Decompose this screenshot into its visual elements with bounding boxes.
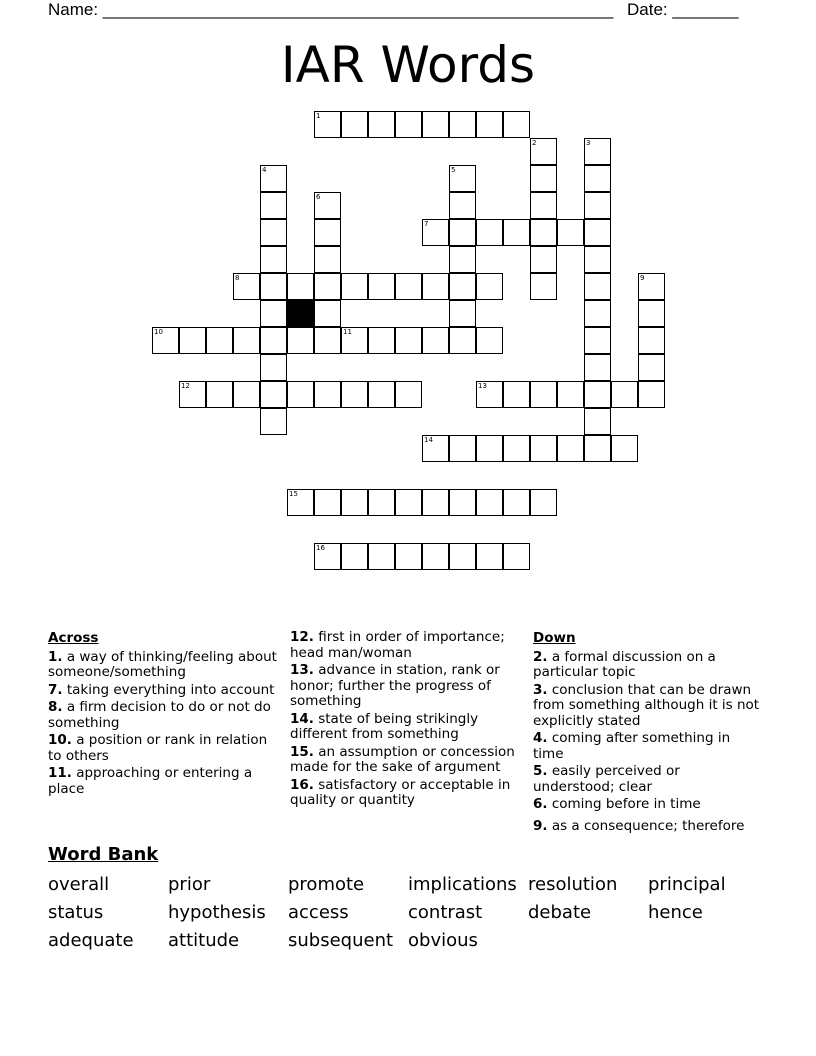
word-bank-item: overall xyxy=(48,874,110,895)
clue-number-16: 16 xyxy=(316,544,325,552)
clue-down-5: 5. easily perceived or understood; clear xyxy=(533,763,680,795)
clue-across-13: 13. advance in station, rank or honor; further the progress of something xyxy=(290,662,500,709)
grid-cell[interactable] xyxy=(557,435,584,462)
grid-cell[interactable] xyxy=(260,408,287,435)
grid-cell[interactable] xyxy=(422,219,449,246)
grid-cell[interactable] xyxy=(368,273,395,300)
word-bank-item: prior xyxy=(168,874,211,895)
clue-number-15: 15 xyxy=(289,490,298,498)
grid-cell[interactable] xyxy=(503,435,530,462)
grid-cell[interactable] xyxy=(503,543,530,570)
grid-cell[interactable] xyxy=(395,381,422,408)
grid-cell[interactable] xyxy=(584,273,611,300)
grid-cell[interactable] xyxy=(449,219,476,246)
grid-cell[interactable] xyxy=(422,111,449,138)
grid-cell[interactable] xyxy=(503,381,530,408)
grid-cell[interactable] xyxy=(584,381,611,408)
grid-cell[interactable] xyxy=(314,300,341,327)
word-bank-item: contrast xyxy=(408,902,483,923)
clue-number-3: 3 xyxy=(586,139,591,147)
grid-cell[interactable] xyxy=(314,543,341,570)
grid-cell[interactable] xyxy=(422,273,449,300)
grid-cell[interactable] xyxy=(233,381,260,408)
grid-cell[interactable] xyxy=(449,192,476,219)
grid-cell[interactable] xyxy=(368,543,395,570)
grid-cell[interactable] xyxy=(260,327,287,354)
word-bank-item: principal xyxy=(648,874,726,895)
grid-cell[interactable] xyxy=(287,273,314,300)
word-bank-title: Word Bank xyxy=(48,844,159,865)
grid-cell[interactable] xyxy=(503,111,530,138)
grid-cell[interactable] xyxy=(341,327,368,354)
grid-cell[interactable] xyxy=(260,165,287,192)
name-field-label: Name: ______________________________________________________ xyxy=(48,0,614,19)
grid-cell[interactable] xyxy=(638,354,665,381)
grid-cell[interactable] xyxy=(638,273,665,300)
grid-cell[interactable] xyxy=(638,327,665,354)
grid-cell[interactable] xyxy=(341,543,368,570)
clue-across-10: 10. a position or rank in relation to others xyxy=(48,732,268,764)
word-bank-item: attitude xyxy=(168,930,240,951)
grid-cell[interactable] xyxy=(476,327,503,354)
clue-number-6: 6 xyxy=(316,193,321,201)
grid-cell[interactable] xyxy=(179,381,206,408)
grid-cell[interactable] xyxy=(449,489,476,516)
grid-cell[interactable] xyxy=(584,435,611,462)
grid-cell[interactable] xyxy=(476,489,503,516)
grid-cell[interactable] xyxy=(260,219,287,246)
grid-cell[interactable] xyxy=(530,489,557,516)
word-bank-item: status xyxy=(48,902,104,923)
word-bank-item: hypothesis xyxy=(168,902,266,923)
grid-cell[interactable] xyxy=(476,435,503,462)
grid-cell[interactable] xyxy=(314,489,341,516)
clue-across-11: 11. approaching or entering a place xyxy=(48,765,253,797)
grid-cell[interactable] xyxy=(314,111,341,138)
grid-cell[interactable] xyxy=(584,300,611,327)
clue-number-12: 12 xyxy=(181,382,190,390)
clue-number-10: 10 xyxy=(154,328,163,336)
grid-cell[interactable] xyxy=(584,246,611,273)
grid-cell[interactable] xyxy=(584,219,611,246)
word-bank-item: implications xyxy=(408,874,517,895)
grid-cell[interactable] xyxy=(179,327,206,354)
grid-cell[interactable] xyxy=(260,192,287,219)
grid-cell[interactable] xyxy=(422,327,449,354)
grid-cell[interactable] xyxy=(314,381,341,408)
grid-cell[interactable] xyxy=(314,327,341,354)
grid-cell[interactable] xyxy=(476,273,503,300)
clue-number-5: 5 xyxy=(451,166,456,174)
page-title: IAR Words xyxy=(280,36,536,94)
clue-down-2: 2. a formal discussion on a particular topic xyxy=(533,648,716,680)
grid-cell[interactable] xyxy=(530,381,557,408)
across-clues-column-continued xyxy=(290,630,524,811)
grid-cell[interactable] xyxy=(368,381,395,408)
clue-across-7: 7. taking everything into account xyxy=(48,681,275,698)
grid-cell[interactable] xyxy=(530,246,557,273)
clue-down-9: 9. as a consequence; therefore xyxy=(533,817,745,834)
grid-cell[interactable] xyxy=(395,273,422,300)
grid-cell[interactable] xyxy=(530,138,557,165)
clue-down-6: 6. coming before in time xyxy=(533,796,701,812)
grid-cell[interactable] xyxy=(341,273,368,300)
black-square xyxy=(287,300,314,327)
grid-cell[interactable] xyxy=(449,111,476,138)
grid-cell[interactable] xyxy=(314,192,341,219)
grid-cell[interactable] xyxy=(422,543,449,570)
grid-cell[interactable] xyxy=(449,435,476,462)
grid-cell[interactable] xyxy=(395,327,422,354)
clue-number-8: 8 xyxy=(235,274,240,282)
clue-number-9: 9 xyxy=(640,274,645,282)
clue-number-1: 1 xyxy=(316,112,321,120)
grid-cell[interactable] xyxy=(476,219,503,246)
grid-cell[interactable] xyxy=(233,273,260,300)
grid-cell[interactable] xyxy=(557,381,584,408)
clue-number-4: 4 xyxy=(262,166,267,174)
grid-cell[interactable] xyxy=(476,543,503,570)
grid-cell[interactable] xyxy=(314,273,341,300)
clue-number-7: 7 xyxy=(424,220,429,228)
grid-cell[interactable] xyxy=(341,381,368,408)
grid-cell[interactable] xyxy=(368,489,395,516)
clue-across-1: 1. a way of thinking/feeling about someone/something xyxy=(48,648,277,680)
grid-cell[interactable] xyxy=(530,219,557,246)
grid-cell[interactable] xyxy=(287,489,314,516)
down-heading: Down xyxy=(533,630,576,646)
grid-cell[interactable] xyxy=(395,543,422,570)
grid-cell[interactable] xyxy=(584,408,611,435)
clue-down-3: 3. conclusion that can be drawn from something although it is not explicitly stated xyxy=(533,681,760,729)
grid-cell[interactable] xyxy=(584,192,611,219)
grid-cell[interactable] xyxy=(233,327,260,354)
grid-cell[interactable] xyxy=(422,489,449,516)
word-bank-item: hence xyxy=(648,902,703,923)
grid-cell[interactable] xyxy=(449,246,476,273)
date-field-label: Date: _______ xyxy=(627,0,739,19)
clue-number-2: 2 xyxy=(532,139,537,147)
grid-cell[interactable] xyxy=(476,381,503,408)
grid-cell[interactable] xyxy=(449,300,476,327)
word-bank-item: promote xyxy=(288,874,365,895)
across-heading: Across xyxy=(48,630,99,646)
grid-cell[interactable] xyxy=(584,138,611,165)
word-bank-item: resolution xyxy=(528,874,618,895)
clue-number-13: 13 xyxy=(478,382,487,390)
grid-cell[interactable] xyxy=(341,111,368,138)
grid-cell[interactable] xyxy=(260,300,287,327)
grid-cell[interactable] xyxy=(584,165,611,192)
grid-cell[interactable] xyxy=(584,354,611,381)
word-bank-item: subsequent xyxy=(288,930,394,951)
grid-cell[interactable] xyxy=(368,111,395,138)
grid-cell[interactable] xyxy=(341,489,368,516)
clue-across-12: 12. first in order of importance; head man/woman xyxy=(290,629,505,661)
word-bank-item: access xyxy=(288,902,349,923)
clue-across-15: 15. an assumption or concession made for the sake of argument xyxy=(290,743,515,775)
grid-cell[interactable] xyxy=(449,273,476,300)
grid-cell[interactable] xyxy=(530,165,557,192)
grid-cell[interactable] xyxy=(260,246,287,273)
clue-number-11: 11 xyxy=(343,328,352,336)
clue-number-14: 14 xyxy=(424,436,433,444)
grid-cell[interactable] xyxy=(557,219,584,246)
clue-across-16: 16. satisfactory or acceptable in quality or quantity xyxy=(290,776,511,808)
grid-cell[interactable] xyxy=(503,219,530,246)
grid-cell[interactable] xyxy=(206,327,233,354)
clue-across-8: 8. a firm decision to do or not do something xyxy=(48,699,271,731)
grid-cell[interactable] xyxy=(314,246,341,273)
grid-cell[interactable] xyxy=(287,327,314,354)
grid-cell[interactable] xyxy=(314,219,341,246)
grid-cell[interactable] xyxy=(530,435,557,462)
word-bank-item: obvious xyxy=(408,930,478,951)
grid-cell[interactable] xyxy=(638,300,665,327)
grid-cell[interactable] xyxy=(260,381,287,408)
grid-cell[interactable] xyxy=(260,273,287,300)
grid-cell[interactable] xyxy=(584,327,611,354)
grid-cell[interactable] xyxy=(503,489,530,516)
grid-cell[interactable] xyxy=(449,543,476,570)
grid-cell[interactable] xyxy=(422,435,449,462)
grid-cell[interactable] xyxy=(611,435,638,462)
grid-cell[interactable] xyxy=(395,489,422,516)
grid-cell[interactable] xyxy=(449,165,476,192)
grid-cell[interactable] xyxy=(530,192,557,219)
grid-cell[interactable] xyxy=(206,381,233,408)
grid-cell[interactable] xyxy=(530,273,557,300)
across-clues-column xyxy=(48,630,280,799)
grid-cell[interactable] xyxy=(287,381,314,408)
grid-cell[interactable] xyxy=(638,381,665,408)
grid-cell[interactable] xyxy=(476,111,503,138)
word-bank-item: adequate xyxy=(48,930,134,951)
grid-cell[interactable] xyxy=(152,327,179,354)
word-bank-item: debate xyxy=(528,902,592,923)
grid-cell[interactable] xyxy=(395,111,422,138)
down-clues-column xyxy=(533,630,763,836)
grid-cell[interactable] xyxy=(611,381,638,408)
grid-cell[interactable] xyxy=(449,327,476,354)
clue-down-4: 4. coming after something in time xyxy=(533,730,731,762)
clue-across-14: 14. state of being strikingly different from something xyxy=(290,710,479,742)
grid-cell[interactable] xyxy=(368,327,395,354)
grid-cell[interactable] xyxy=(260,354,287,381)
